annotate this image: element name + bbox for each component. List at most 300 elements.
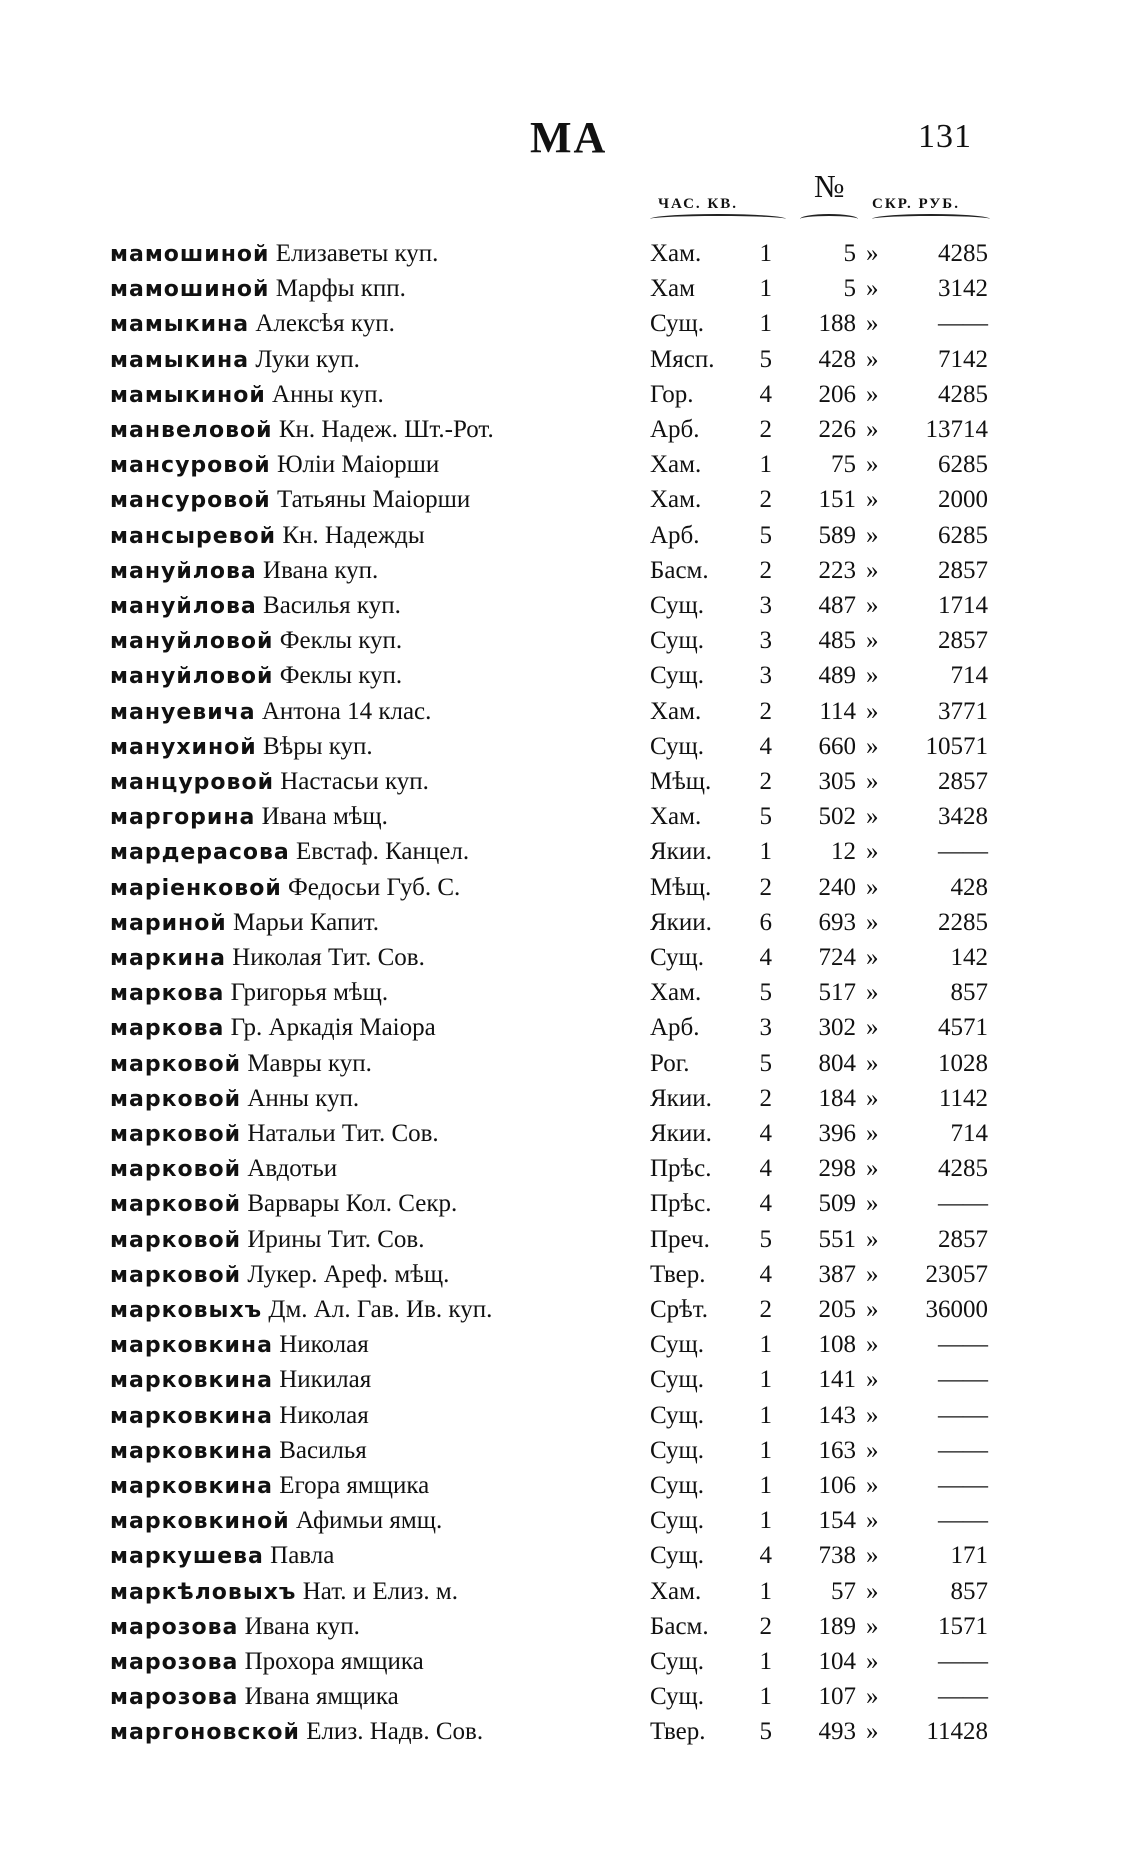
entry-surname: марозова xyxy=(110,1614,239,1640)
entry-quarter: 1 xyxy=(759,1472,772,1499)
table-row xyxy=(0,1507,1140,1542)
entry-house-number: 517 xyxy=(818,979,856,1007)
entry-name xyxy=(110,874,460,902)
entry-ditto-mark: » xyxy=(866,1331,879,1359)
entry-part: Сущ. xyxy=(650,1436,705,1464)
table-row xyxy=(0,310,1140,345)
entry-ditto-mark: » xyxy=(866,1260,879,1288)
table-row xyxy=(0,486,1140,521)
entry-ditto-mark: » xyxy=(866,521,879,549)
entry-sum: 11428 xyxy=(926,1718,988,1746)
entry-surname: мамошиной xyxy=(110,277,270,303)
entry-part: Мѣщ. xyxy=(650,768,712,795)
table-row xyxy=(0,1578,1140,1613)
entry-ditto-mark: » xyxy=(866,416,879,443)
entry-part: Арб. xyxy=(650,416,700,443)
entry-surname: мардерасова xyxy=(110,840,290,866)
entry-quarter: 3 xyxy=(759,1014,772,1042)
entry-given-name: Феклы куп. xyxy=(279,627,403,655)
entry-quarter: 4 xyxy=(759,1120,772,1147)
entry-quarter: 5 xyxy=(759,803,772,831)
entry-surname: мамыкиной xyxy=(110,382,266,408)
entry-part: Арб. xyxy=(650,521,700,549)
entry-part: Басм. xyxy=(650,556,709,584)
entry-quarter: 1 xyxy=(759,1648,772,1675)
entry-part: Якии. xyxy=(650,1084,712,1112)
entry-given-name: Ивана куп. xyxy=(263,556,379,584)
entry-surname: мансуровой xyxy=(110,453,271,479)
entry-quarter: 2 xyxy=(759,1084,772,1112)
table-row xyxy=(0,1542,1140,1577)
entry-given-name: Ирины Тит. Сов. xyxy=(247,1225,425,1253)
entry-quarter: 1 xyxy=(759,1577,772,1605)
entry-name xyxy=(110,698,431,726)
entry-surname: мансуровой xyxy=(110,488,271,514)
entry-part: Сущ. xyxy=(650,1648,705,1675)
entry-name xyxy=(110,1296,492,1324)
entry-surname: марковой xyxy=(110,1262,242,1288)
entry-ditto-mark: » xyxy=(866,1190,879,1218)
entry-ditto-mark: » xyxy=(866,1577,879,1605)
entry-sum: 6285 xyxy=(938,451,988,479)
entry-sum: 1028 xyxy=(938,1049,988,1077)
entry-house-number: 106 xyxy=(818,1472,856,1499)
table-row xyxy=(0,592,1140,627)
entry-given-name: Луки куп. xyxy=(255,345,360,373)
entry-part: Сущ. xyxy=(650,732,705,760)
entry-part: Рог. xyxy=(650,1049,690,1077)
entry-quarter: 1 xyxy=(759,310,772,338)
column-header-number: № xyxy=(814,168,845,204)
entry-ditto-mark: » xyxy=(866,1014,879,1042)
entry-surname: марковкина xyxy=(110,1438,273,1464)
entry-given-name: Марьи Капит. xyxy=(232,908,380,936)
entry-given-name: Гр. Аркадiя Маiора xyxy=(230,1014,436,1042)
table-row xyxy=(0,1085,1140,1120)
entry-part: Сущ. xyxy=(650,1331,705,1359)
entry-quarter: 4 xyxy=(759,944,772,971)
entry-part: Твер. xyxy=(650,1718,706,1746)
entry-part: Сущ. xyxy=(650,944,705,971)
entry-house-number: 302 xyxy=(818,1014,856,1042)
entry-given-name: Никилая xyxy=(279,1366,372,1394)
entry-part: Твер. xyxy=(650,1260,706,1288)
entry-given-name: Вѣры куп. xyxy=(262,732,373,760)
entry-house-number: 205 xyxy=(818,1296,856,1323)
entry-quarter: 5 xyxy=(759,1049,772,1077)
entry-sum: 10571 xyxy=(925,732,988,760)
entry-surname: маркина xyxy=(110,946,226,971)
entry-house-number: 223 xyxy=(818,556,856,584)
entry-given-name: Григорья мѣщ. xyxy=(230,979,389,1007)
entry-name xyxy=(110,346,360,374)
entry-surname: маркова xyxy=(110,981,225,1007)
table-row xyxy=(0,874,1140,909)
table-row xyxy=(0,1437,1140,1472)
entry-sum: 4285 xyxy=(938,380,988,408)
entry-name xyxy=(110,1437,367,1465)
entry-sum: —— xyxy=(938,1331,988,1359)
entry-sum: 3142 xyxy=(938,275,988,303)
entry-given-name: Елизаветы куп. xyxy=(275,240,439,267)
header-brace-number xyxy=(800,214,858,224)
table-row xyxy=(0,1155,1140,1190)
entry-house-number: 693 xyxy=(818,908,856,936)
entry-quarter: 5 xyxy=(759,1718,772,1746)
entry-sum: 1142 xyxy=(938,1084,988,1112)
entry-name xyxy=(110,1155,337,1183)
entry-sum: 2857 xyxy=(938,768,988,795)
entry-quarter: 6 xyxy=(759,908,772,936)
table-row xyxy=(0,522,1140,557)
entry-name xyxy=(110,838,469,866)
entry-ditto-mark: » xyxy=(866,486,879,514)
entry-sum: 171 xyxy=(950,1542,988,1570)
entry-quarter: 1 xyxy=(759,275,772,303)
entry-quarter: 2 xyxy=(759,486,772,514)
entry-surname: манухиной xyxy=(110,734,257,760)
entry-name xyxy=(110,733,373,761)
table-row xyxy=(0,1050,1140,1085)
entry-surname: марковой xyxy=(110,1227,242,1253)
entry-house-number: 502 xyxy=(818,803,856,831)
entry-house-number: 143 xyxy=(818,1401,856,1429)
entry-surname: маркушева xyxy=(110,1544,264,1570)
entry-part: Сущ. xyxy=(650,592,705,619)
entry-part: Мясп. xyxy=(650,345,715,373)
entry-sum: 857 xyxy=(950,979,988,1007)
entry-name xyxy=(110,381,384,409)
entry-quarter: 2 xyxy=(759,1612,772,1640)
entry-quarter: 4 xyxy=(759,1542,772,1570)
entry-sum: —— xyxy=(938,838,988,866)
entry-quarter: 2 xyxy=(759,1296,772,1323)
entry-ditto-mark: » xyxy=(866,1612,879,1640)
entry-house-number: 163 xyxy=(818,1436,856,1464)
entry-sum: —— xyxy=(938,1366,988,1394)
entry-part: Срѣт. xyxy=(650,1296,709,1323)
entry-house-number: 589 xyxy=(818,521,856,549)
entry-given-name: Авдотьи xyxy=(247,1155,338,1183)
entry-house-number: 305 xyxy=(818,768,856,795)
entry-house-number: 240 xyxy=(818,873,856,901)
entry-quarter: 5 xyxy=(759,345,772,373)
entry-part: Сущ. xyxy=(650,310,705,338)
entry-name xyxy=(110,1472,429,1500)
entry-part: Преч. xyxy=(650,1225,710,1253)
entry-part: Сущ. xyxy=(650,1472,705,1499)
entry-ditto-mark: » xyxy=(866,873,879,901)
entry-ditto-mark: » xyxy=(866,1472,879,1499)
entry-ditto-mark: » xyxy=(866,1507,879,1535)
entry-sum: 4285 xyxy=(938,1155,988,1183)
entry-surname: марковкина xyxy=(110,1474,273,1499)
entry-sum: 4285 xyxy=(938,240,988,267)
entry-part: Хам. xyxy=(650,697,702,725)
entry-house-number: 107 xyxy=(818,1683,856,1711)
entry-surname: мамошиной xyxy=(110,242,270,267)
column-header-part: ЧАС. КВ. xyxy=(658,196,739,212)
entry-name xyxy=(110,310,395,338)
entry-ditto-mark: » xyxy=(866,1542,879,1570)
entry-given-name: Евстаф. Канцел. xyxy=(296,838,470,866)
entry-sum: 714 xyxy=(950,662,988,690)
table-row xyxy=(0,803,1140,838)
entry-quarter: 2 xyxy=(759,697,772,725)
entry-house-number: 206 xyxy=(818,380,856,408)
entry-quarter: 2 xyxy=(759,873,772,901)
entry-ditto-mark: » xyxy=(866,345,879,373)
entry-surname: мануйлова xyxy=(110,558,257,584)
table-row xyxy=(0,944,1140,979)
table-row xyxy=(0,733,1140,768)
entry-house-number: 104 xyxy=(818,1648,856,1675)
entry-house-number: 114 xyxy=(819,697,856,725)
entry-name xyxy=(110,1190,457,1218)
entry-given-name: Василья куп. xyxy=(263,592,401,619)
table-row xyxy=(0,1683,1140,1718)
entry-part: Хам. xyxy=(650,803,702,831)
entry-house-number: 724 xyxy=(818,944,856,971)
entry-house-number: 493 xyxy=(818,1718,856,1746)
entry-given-name: Павла xyxy=(270,1542,335,1570)
entry-house-number: 108 xyxy=(818,1331,856,1359)
entry-name xyxy=(110,979,388,1007)
entry-sum: 2000 xyxy=(938,486,988,514)
entry-sum: 7142 xyxy=(938,345,988,373)
table-row xyxy=(0,416,1140,451)
entry-ditto-mark: » xyxy=(866,1648,879,1675)
entry-house-number: 5 xyxy=(843,240,856,267)
entry-given-name: Василья xyxy=(279,1436,367,1464)
entry-quarter: 1 xyxy=(759,240,772,267)
entry-given-name: Настасьи куп. xyxy=(280,768,429,795)
table-row xyxy=(0,381,1140,416)
entry-sum: 428 xyxy=(950,873,988,901)
entry-surname: марковкина xyxy=(110,1333,273,1359)
entry-house-number: 5 xyxy=(843,275,856,303)
entry-quarter: 1 xyxy=(759,838,772,866)
entry-name xyxy=(110,1683,399,1711)
entry-name xyxy=(110,1331,369,1359)
column-header-sum: СКР. РУБ. xyxy=(872,196,960,212)
entry-surname: марковыхъ xyxy=(110,1298,263,1323)
entry-given-name: Афимьи ямщ. xyxy=(295,1507,443,1535)
entry-part: Арб. xyxy=(650,1014,700,1042)
entry-quarter: 4 xyxy=(759,380,772,408)
entry-house-number: 509 xyxy=(818,1190,856,1218)
entry-quarter: 1 xyxy=(759,1401,772,1429)
page-number: 131 xyxy=(918,118,972,155)
entry-quarter: 4 xyxy=(759,732,772,760)
entry-sum: 3428 xyxy=(938,803,988,831)
entry-house-number: 387 xyxy=(818,1260,856,1288)
entry-part: Мѣщ. xyxy=(650,873,712,901)
entry-quarter: 2 xyxy=(759,768,772,795)
entry-part: Якии. xyxy=(650,908,712,936)
entry-sum: 13714 xyxy=(925,416,988,443)
table-row xyxy=(0,451,1140,486)
entry-given-name: Лукер. Ареф. мѣщ. xyxy=(247,1260,450,1288)
entry-quarter: 3 xyxy=(759,662,772,690)
entry-surname: мамыкина xyxy=(110,312,250,338)
entry-ditto-mark: » xyxy=(866,1366,879,1394)
entry-surname: мансыревой xyxy=(110,523,277,549)
table-row xyxy=(0,1331,1140,1366)
entry-given-name: Николая Тит. Сов. xyxy=(232,944,425,971)
entry-ditto-mark: » xyxy=(866,1049,879,1077)
entry-ditto-mark: » xyxy=(866,732,879,760)
entry-surname: марковкина xyxy=(110,1368,273,1394)
entry-surname: марковой xyxy=(110,1192,242,1218)
entry-given-name: Ивана мѣщ. xyxy=(261,803,388,831)
entry-quarter: 1 xyxy=(759,1436,772,1464)
entry-house-number: 489 xyxy=(818,662,856,690)
entry-sum: 2857 xyxy=(938,1225,988,1253)
entry-surname: мануевича xyxy=(110,699,256,725)
entry-quarter: 4 xyxy=(759,1190,772,1218)
entry-given-name: Федосьи Губ. С. xyxy=(288,873,461,901)
entry-ditto-mark: » xyxy=(866,556,879,584)
entry-surname: мариной xyxy=(110,910,227,936)
entry-sum: —— xyxy=(938,1507,988,1535)
entry-given-name: Егора ямщика xyxy=(279,1472,430,1499)
entry-sum: 857 xyxy=(950,1577,988,1605)
entry-surname: мануйловой xyxy=(110,664,274,690)
entry-sum: 4571 xyxy=(938,1014,988,1042)
entry-given-name: Антона 14 клас. xyxy=(261,697,432,725)
entry-ditto-mark: » xyxy=(866,697,879,725)
entry-quarter: 4 xyxy=(759,1155,772,1183)
entry-name xyxy=(110,1120,439,1148)
entry-name xyxy=(110,909,379,937)
entry-sum: —— xyxy=(938,1190,988,1218)
table-row xyxy=(0,1648,1140,1683)
entry-name xyxy=(110,1402,369,1430)
page-title: МА xyxy=(530,113,608,162)
table-row xyxy=(0,346,1140,381)
entry-ditto-mark: » xyxy=(866,1296,879,1323)
entry-surname: маркѣловыхъ xyxy=(110,1579,297,1605)
entry-part: Хам. xyxy=(650,451,702,479)
entry-surname: марковой xyxy=(110,1122,242,1147)
table-row xyxy=(0,1472,1140,1507)
entry-name xyxy=(110,1226,425,1254)
entry-house-number: 154 xyxy=(818,1507,856,1535)
entry-ditto-mark: » xyxy=(866,908,879,936)
entry-given-name: Прохора ямщика xyxy=(244,1648,424,1675)
entry-house-number: 396 xyxy=(818,1120,856,1147)
entry-quarter: 5 xyxy=(759,521,772,549)
entry-name xyxy=(110,662,402,690)
entry-ditto-mark: » xyxy=(866,1436,879,1464)
entry-surname: мамыкина xyxy=(110,347,250,373)
entry-part: Басм. xyxy=(650,1612,709,1640)
entry-sum: —— xyxy=(938,1436,988,1464)
entry-ditto-mark: » xyxy=(866,944,879,971)
entry-part: Сущ. xyxy=(650,627,705,655)
entry-given-name: Феклы куп. xyxy=(279,662,403,690)
table-row xyxy=(0,909,1140,944)
entry-given-name: Марфы кпп. xyxy=(275,275,406,303)
table-row xyxy=(0,1402,1140,1437)
entry-ditto-mark: » xyxy=(866,1225,879,1253)
entry-quarter: 3 xyxy=(759,592,772,619)
entry-quarter: 2 xyxy=(759,556,772,584)
entry-sum: —— xyxy=(938,1683,988,1711)
table-row xyxy=(0,662,1140,697)
entry-surname: марковой xyxy=(110,1157,242,1183)
entry-surname: манвеловой xyxy=(110,418,273,443)
entry-name xyxy=(110,944,425,972)
entry-given-name: Татьяны Маiорши xyxy=(276,486,471,514)
entry-sum: 36000 xyxy=(925,1296,988,1323)
entry-surname: мануйловой xyxy=(110,629,274,655)
entry-name xyxy=(110,768,429,796)
entry-name xyxy=(110,451,439,479)
entry-surname: маргорина xyxy=(110,805,256,831)
table-row xyxy=(0,1190,1140,1225)
entry-ditto-mark: » xyxy=(866,1155,879,1183)
entry-part: Сущ. xyxy=(650,1366,705,1394)
entry-house-number: 485 xyxy=(818,627,856,655)
entry-surname: марковкина xyxy=(110,1403,273,1429)
table-row xyxy=(0,240,1140,275)
header-brace-sum xyxy=(872,214,990,224)
entry-ditto-mark: » xyxy=(866,768,879,795)
entry-ditto-mark: » xyxy=(866,838,879,866)
entry-part: Хам. xyxy=(650,979,702,1007)
table-row xyxy=(0,557,1140,592)
entry-surname: марiенковой xyxy=(110,875,282,901)
entry-sum: 23057 xyxy=(925,1260,988,1288)
entry-house-number: 189 xyxy=(818,1612,856,1640)
entry-name xyxy=(110,1366,371,1394)
entry-quarter: 1 xyxy=(759,1507,772,1535)
entry-name xyxy=(110,1718,483,1746)
entry-surname: манцуровой xyxy=(110,770,274,795)
entry-part: Сущ. xyxy=(650,1683,705,1711)
entry-surname: марковой xyxy=(110,1086,242,1112)
entry-house-number: 660 xyxy=(818,732,856,760)
entry-sum: 1714 xyxy=(938,592,988,619)
entry-surname: марозова xyxy=(110,1685,239,1711)
entry-quarter: 1 xyxy=(759,451,772,479)
table-row xyxy=(0,979,1140,1014)
entry-ditto-mark: » xyxy=(866,1084,879,1112)
entry-given-name: Нат. и Елиз. м. xyxy=(302,1577,458,1605)
entry-name xyxy=(110,627,402,655)
entry-name xyxy=(110,592,401,620)
table-row xyxy=(0,1014,1140,1049)
entry-sum: 2285 xyxy=(938,908,988,936)
entry-part: Хам. xyxy=(650,1577,702,1605)
entry-house-number: 487 xyxy=(818,592,856,619)
table-row xyxy=(0,1613,1140,1648)
entry-name xyxy=(110,1085,359,1113)
entry-house-number: 226 xyxy=(818,416,856,443)
entry-name xyxy=(110,275,406,303)
entry-given-name: Елиз. Надв. Сов. xyxy=(306,1718,484,1746)
entry-name xyxy=(110,416,494,444)
entry-house-number: 738 xyxy=(818,1542,856,1570)
entry-part: Сущ. xyxy=(650,1401,705,1429)
entry-quarter: 5 xyxy=(759,979,772,1007)
entry-given-name: Ивана ямщика xyxy=(244,1683,399,1711)
header-brace-part xyxy=(650,214,786,224)
entry-house-number: 75 xyxy=(831,451,856,479)
entry-house-number: 12 xyxy=(831,838,856,866)
